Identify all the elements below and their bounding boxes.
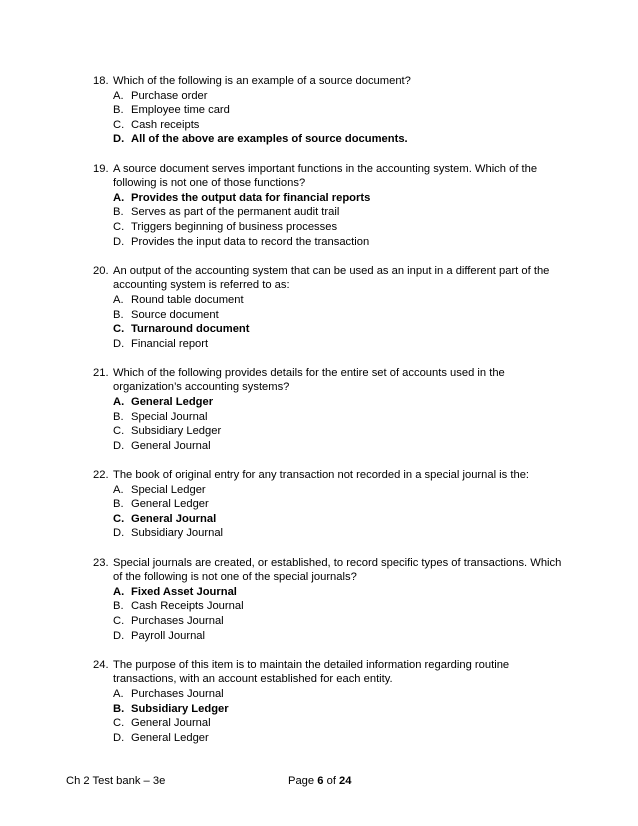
answer-option [93, 614, 563, 629]
question-number: 23. [93, 556, 109, 569]
option-text: Subsidiary Ledger [131, 425, 222, 438]
option-letter: C. [113, 717, 125, 730]
option-text: Source document [131, 308, 219, 321]
option-text: Cash receipts [131, 118, 200, 131]
question-text: The purpose of this item is to maintain the detailed information regarding routine transactions, with an account established for each entity. [113, 658, 510, 686]
footer-title: Ch 2 Test bank – 3e [66, 775, 166, 787]
answer-options [93, 89, 563, 147]
question-item [93, 658, 563, 746]
question-item [93, 162, 563, 250]
option-text: Purchases Journal [131, 614, 224, 627]
question-stem [93, 366, 563, 395]
question-stem [93, 264, 563, 293]
option-letter: C. [113, 614, 125, 627]
page-prefix: Page [288, 775, 318, 787]
answer-option-correct [93, 191, 563, 206]
question-text: Special journals are created, or established, to record specific types of transactions. Which of the following is not one of the special journals? [113, 556, 562, 584]
answer-option [93, 687, 563, 702]
question-list [93, 74, 563, 760]
option-text: Financial report [131, 337, 209, 350]
question-number: 21. [93, 366, 109, 379]
answer-option [93, 308, 563, 323]
question-number: 22. [93, 469, 109, 482]
option-letter: B. [113, 600, 124, 613]
question-stem [93, 74, 563, 89]
option-letter: A. [113, 483, 124, 496]
question-number: 24. [93, 658, 109, 671]
option-letter: D. [113, 731, 125, 744]
option-letter: B. [113, 498, 124, 511]
answer-option [93, 220, 563, 235]
option-text: Provides the input data to record the transaction [131, 235, 370, 248]
option-letter: C. [113, 425, 125, 438]
answer-options [93, 395, 563, 453]
option-letter: A. [113, 585, 125, 598]
option-text: General Ledger [131, 731, 209, 744]
answer-option-correct [93, 322, 563, 337]
option-letter: C. [113, 323, 125, 336]
option-text: Serves as part of the permanent audit trail [131, 206, 340, 219]
question-item [93, 468, 563, 541]
answer-option [93, 293, 563, 308]
option-text: Turnaround document [131, 323, 250, 336]
option-text: Special Ledger [131, 483, 206, 496]
question-text: A source document serves important functions in the accounting system. Which of the following is not one of those functions? [113, 162, 538, 190]
option-text: All of the above are examples of source documents. [131, 133, 408, 146]
option-letter: D. [113, 629, 125, 642]
page-current: 6 [317, 775, 324, 787]
answer-option-correct [93, 585, 563, 600]
option-letter: A. [113, 293, 124, 306]
answer-option [93, 483, 563, 498]
option-letter: A. [113, 191, 125, 204]
question-number: 20. [93, 264, 109, 277]
question-stem [93, 162, 563, 191]
question-number: 18. [93, 75, 109, 87]
option-letter: D. [113, 337, 125, 350]
answer-option [93, 439, 563, 454]
page-total: 24 [339, 775, 352, 787]
option-text: General Journal [131, 717, 211, 730]
answer-option-correct [93, 702, 563, 717]
option-letter: C. [113, 220, 125, 233]
option-letter: B. [113, 206, 124, 219]
option-text: Subsidiary Journal [131, 527, 224, 540]
question-number: 19. [93, 162, 109, 175]
option-text: Purchases Journal [131, 687, 224, 700]
answer-option [93, 205, 563, 220]
answer-option-correct [93, 395, 563, 410]
option-letter: A. [113, 89, 124, 102]
question-stem [93, 468, 563, 483]
answer-option [93, 731, 563, 746]
answer-option [93, 497, 563, 512]
option-text: General Ledger [131, 396, 214, 409]
answer-option [93, 629, 563, 644]
page-separator: of [323, 775, 340, 787]
question-text: Which of the following is an example of a source document? [113, 75, 411, 87]
option-text: Employee time card [131, 104, 230, 117]
answer-options [93, 483, 563, 541]
question-item [93, 74, 563, 147]
question-text: The book of original entry for any transaction not recorded in a special journal is the: [113, 469, 530, 482]
option-letter: B. [113, 410, 124, 423]
option-letter: A. [113, 396, 125, 409]
answer-option [93, 599, 563, 614]
answer-option [93, 118, 563, 133]
answer-option-correct [93, 132, 563, 147]
option-letter: C. [113, 512, 125, 525]
option-letter: B. [113, 308, 124, 321]
answer-option [93, 103, 563, 118]
option-letter: D. [113, 439, 125, 452]
option-letter: B. [113, 104, 124, 117]
question-item [93, 366, 563, 454]
option-letter: A. [113, 687, 124, 700]
answer-option [93, 337, 563, 352]
option-text: Cash Receipts Journal [131, 600, 244, 613]
option-text: General Journal [131, 512, 217, 525]
question-item [93, 264, 563, 352]
option-text: Subsidiary Ledger [131, 702, 229, 715]
option-text: Round table document [131, 293, 244, 306]
option-letter: C. [113, 118, 125, 131]
option-letter: D. [113, 527, 125, 540]
option-text: General Ledger [131, 498, 209, 511]
option-letter: D. [113, 133, 125, 146]
option-text: Fixed Asset Journal [131, 585, 237, 598]
answer-options [93, 191, 563, 249]
page-number [288, 774, 351, 788]
option-text: Provides the output data for financial reports [131, 191, 371, 204]
answer-options [93, 585, 563, 643]
answer-option [93, 424, 563, 439]
question-text: An output of the accounting system that can be used as an input in a different part of the accounting system is referred to as: [113, 264, 550, 292]
option-text: Payroll Journal [131, 629, 205, 642]
answer-options [93, 293, 563, 351]
answer-option-correct [93, 512, 563, 527]
option-text: Special Journal [131, 410, 208, 423]
answer-option [93, 235, 563, 250]
question-stem [93, 658, 563, 687]
option-text: General Journal [131, 439, 211, 452]
option-text: Purchase order [131, 89, 208, 102]
option-letter: B. [113, 702, 125, 715]
answer-option [93, 526, 563, 541]
question-item [93, 556, 563, 644]
answer-option [93, 89, 563, 104]
answer-option [93, 716, 563, 731]
option-letter: D. [113, 235, 125, 248]
answer-options [93, 687, 563, 745]
question-stem [93, 556, 563, 585]
option-text: Triggers beginning of business processes [131, 220, 338, 233]
question-text: Which of the following provides details for the entire set of accounts used in the organization’s accounting systems? [113, 366, 505, 394]
answer-option [93, 410, 563, 425]
